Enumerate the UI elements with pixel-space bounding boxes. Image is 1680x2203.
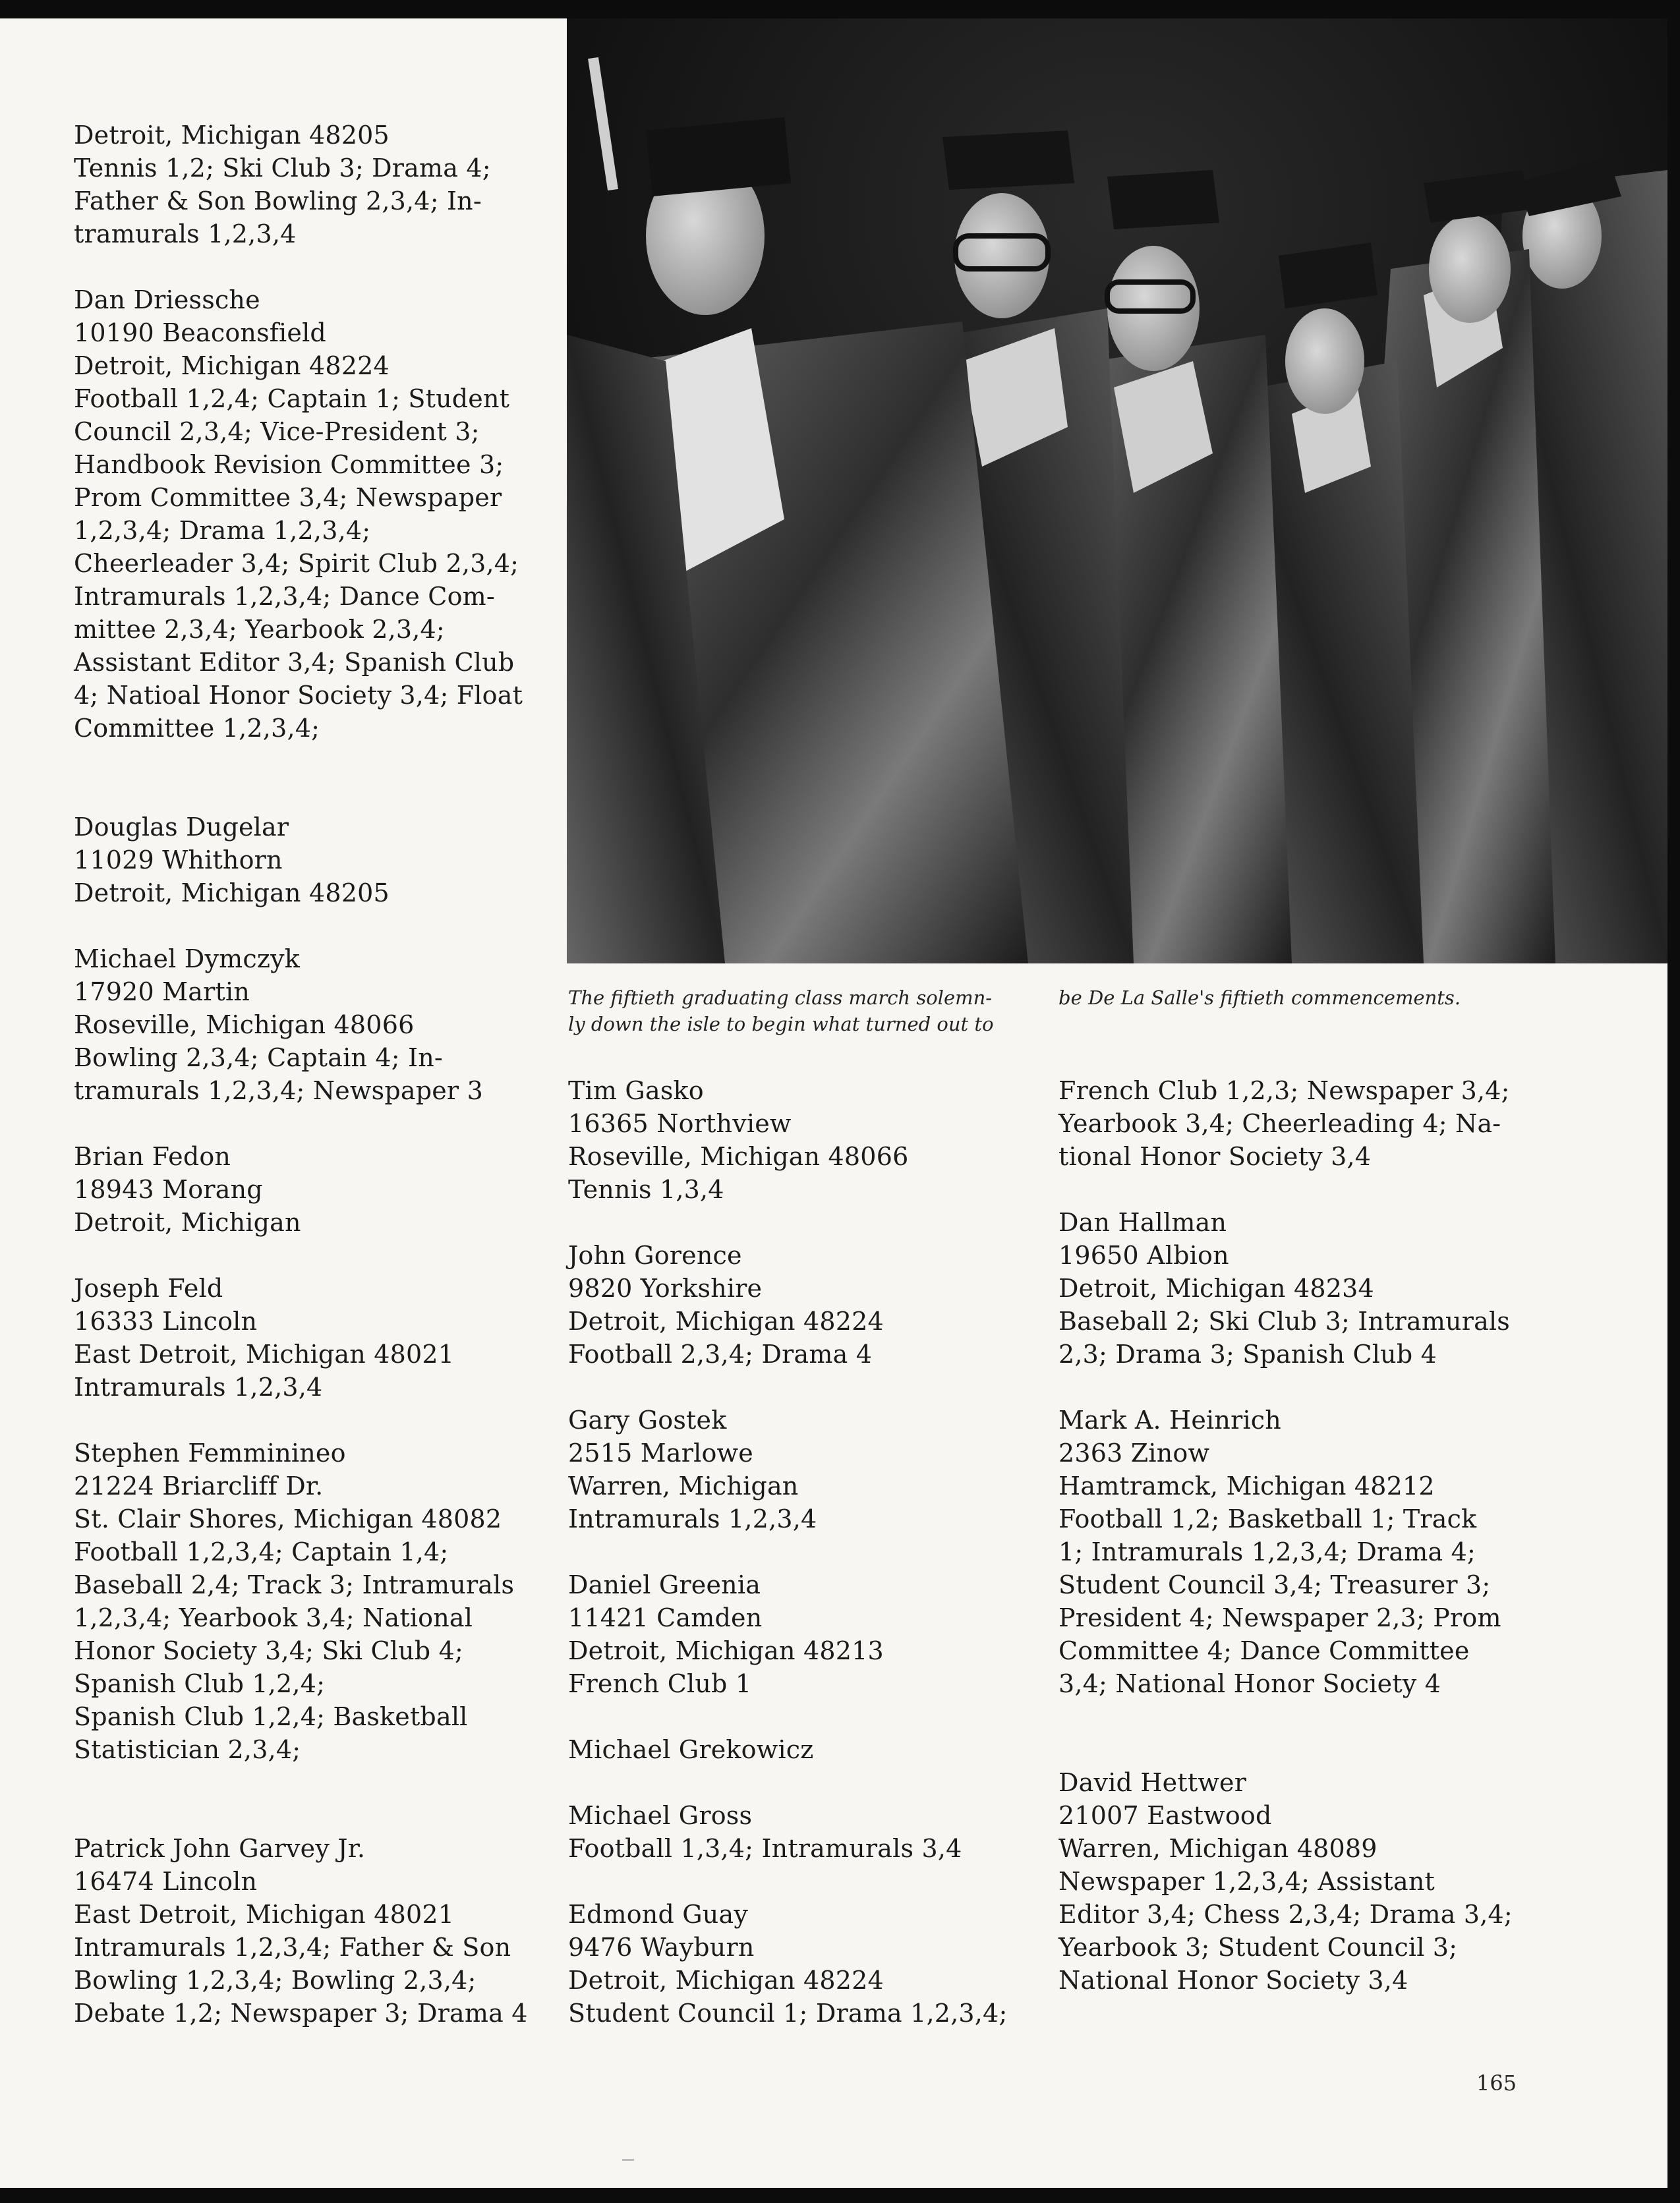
entry-line: Father & Son Bowling 2,3,4; In- (74, 186, 482, 215)
student-entry (568, 1799, 1029, 1865)
entry-line: President 4; Newspaper 2,3; Prom (1058, 1603, 1501, 1632)
entry-line: Roseville, Michigan 48066 (568, 1142, 909, 1171)
entry-line-first: John Gorence (568, 1241, 742, 1270)
caption-line: be De La Salle's fiftieth commencements. (1058, 987, 1461, 1009)
entry-line-first: Brian Fedon (74, 1142, 231, 1171)
entry-line: Intramurals 1,2,3,4 (74, 1373, 323, 1402)
entry-line: Committee 1,2,3,4; (74, 714, 320, 743)
entry-line: Warren, Michigan 48089 (1058, 1834, 1377, 1863)
entry-line: Handbook Revision Committee 3; (74, 450, 504, 479)
entry-line-first: Michael Dymczyk (74, 944, 300, 973)
right-column (1058, 1074, 1520, 1997)
student-entry (1058, 1206, 1520, 1371)
entry-line: tramurals 1,2,3,4 (74, 219, 297, 248)
entry-line-first: David Hettwer (1058, 1768, 1247, 1797)
entry-line-first: Michael Gross (568, 1801, 753, 1830)
left-column (74, 119, 528, 2030)
entry-line: Statistician 2,3,4; (74, 1735, 301, 1764)
student-entry (74, 1140, 522, 1239)
entry-line-first: Joseph Feld (74, 1274, 223, 1303)
entry-line: Detroit, Michigan 48224 (74, 351, 390, 380)
entry-line: Bowling 2,3,4; Captain 4; In- (74, 1043, 443, 1072)
entry-line-first: Douglas Dugelar (74, 813, 289, 842)
entry-line: Intramurals 1,2,3,4; Dance Com- (74, 582, 495, 611)
student-entry (74, 1272, 522, 1404)
entry-line: Football 1,2,4; Captain 1; Student (74, 384, 510, 413)
student-entry (74, 1437, 522, 1766)
entry-line: 11029 Whithorn (74, 845, 283, 874)
photo-caption-part-2 (1058, 985, 1533, 1011)
student-entry (1058, 1404, 1520, 1700)
entry-line: Newspaper 1,2,3,4; Assistant (1058, 1867, 1435, 1896)
entry-line: 17920 Martin (74, 977, 250, 1006)
entry-line: Yearbook 3; Student Council 3; (1058, 1933, 1458, 1962)
entry-line: Baseball 2; Ski Club 3; Intramurals (1058, 1307, 1511, 1336)
entry-line-first: Daniel Greenia (568, 1570, 761, 1599)
entry-line: Tennis 1,3,4 (568, 1175, 724, 1204)
yearbook-page (0, 18, 1667, 2188)
entry-line: Honor Society 3,4; Ski Club 4; (74, 1636, 463, 1665)
entry-line-first: Detroit, Michigan 48205 (74, 121, 390, 150)
middle-column (568, 1074, 1029, 2030)
entry-line: Hamtramck, Michigan 48212 (1058, 1472, 1435, 1501)
student-entry (74, 942, 522, 1107)
entry-line: Detroit, Michigan 48234 (1058, 1274, 1374, 1303)
student-entry (1058, 1074, 1520, 1173)
entry-line: 16365 Northview (568, 1109, 792, 1138)
caption-line: ly down the isle to begin what turned out to (568, 1013, 994, 1035)
entry-line-first: French Club 1,2,3; Newspaper 3,4; (1058, 1076, 1510, 1105)
student-entry (568, 1568, 1029, 1700)
entry-line-first: Gary Gostek (568, 1406, 727, 1435)
entry-line: National Honor Society 3,4 (1058, 1966, 1408, 1995)
entry-line: Council 2,3,4; Vice-President 3; (74, 417, 480, 446)
entry-line: Detroit, Michigan 48205 (74, 878, 390, 907)
graduation-photo (567, 18, 1667, 963)
caption-line: The fiftieth graduating class march solemn- (568, 987, 993, 1009)
entry-line: Editor 3,4; Chess 2,3,4; Drama 3,4; (1058, 1900, 1513, 1929)
entry-line: 1,2,3,4; Drama 1,2,3,4; (74, 516, 371, 545)
entry-line: 9820 Yorkshire (568, 1274, 763, 1303)
entry-line: 21224 Briarcliff Dr. (74, 1472, 324, 1501)
student-entry (74, 1832, 528, 2030)
entry-line: Prom Committee 3,4; Newspaper (74, 483, 502, 512)
entry-line: Cheerleader 3,4; Spirit Club 2,3,4; (74, 549, 519, 578)
entry-line: 11421 Camden (568, 1603, 763, 1632)
entry-line: mittee 2,3,4; Yearbook 2,3,4; (74, 615, 445, 644)
entry-line: Football 2,3,4; Drama 4 (568, 1340, 873, 1369)
entry-line-first: Mark A. Heinrich (1058, 1406, 1281, 1435)
entry-line: Student Council 1; Drama 1,2,3,4; (568, 1999, 1008, 2028)
entry-line: 10190 Beaconsfield (74, 318, 326, 347)
entry-line-first: Tim Gasko (568, 1076, 704, 1105)
entry-line: French Club 1 (568, 1669, 752, 1698)
entry-line: Intramurals 1,2,3,4; Father & Son (74, 1933, 511, 1962)
entry-line-first: Stephen Femminineo (74, 1439, 346, 1468)
student-entry (74, 811, 522, 909)
entry-line: 2,3; Drama 3; Spanish Club 4 (1058, 1340, 1437, 1369)
photo-caption-part-1 (568, 985, 1029, 1037)
entry-line: Detroit, Michigan 48224 (568, 1307, 884, 1336)
entry-line: 21007 Eastwood (1058, 1801, 1272, 1830)
student-entry (568, 1898, 1029, 2030)
entry-line: St. Clair Shores, Michigan 48082 (74, 1504, 502, 1533)
entry-line: Bowling 1,2,3,4; Bowling 2,3,4; (74, 1966, 477, 1995)
entry-line: Roseville, Michigan 48066 (74, 1010, 415, 1039)
entry-line: Football 1,2; Basketball 1; Track (1058, 1504, 1477, 1533)
entry-line: Baseball 2,4; Track 3; Intramurals (74, 1570, 515, 1599)
entry-line: Tennis 1,2; Ski Club 3; Drama 4; (74, 154, 491, 183)
entry-line: 2363 Zinow (1058, 1439, 1210, 1468)
entry-line: 16333 Lincoln (74, 1307, 258, 1336)
entry-line-first: Dan Hallman (1058, 1208, 1227, 1237)
student-entry (74, 119, 522, 250)
entry-line: Intramurals 1,2,3,4 (568, 1504, 817, 1533)
entry-line: Detroit, Michigan 48213 (568, 1636, 884, 1665)
entry-line: Assistant Editor 3,4; Spanish Club (74, 648, 515, 677)
student-entry (568, 1074, 1029, 1206)
entry-line: tramurals 1,2,3,4; Newspaper 3 (74, 1076, 483, 1105)
entry-line: Detroit, Michigan (74, 1208, 301, 1237)
student-entry (568, 1733, 1029, 1766)
entry-line: 9476 Wayburn (568, 1933, 755, 1962)
entry-line: 19650 Albion (1058, 1241, 1229, 1270)
student-entry (568, 1239, 1029, 1371)
entry-line-first: Michael Grekowicz (568, 1735, 814, 1764)
entry-line: Football 1,3,4; Intramurals 3,4 (568, 1834, 962, 1863)
entry-line: 1; Intramurals 1,2,3,4; Drama 4; (1058, 1537, 1476, 1566)
entry-line: Spanish Club 1,2,4; Basketball (74, 1702, 468, 1731)
entry-line: Football 1,2,3,4; Captain 1,4; (74, 1537, 449, 1566)
entry-line: tional Honor Society 3,4 (1058, 1142, 1372, 1171)
student-entry (74, 283, 522, 745)
entry-line: 3,4; National Honor Society 4 (1058, 1669, 1441, 1698)
entry-line: 1,2,3,4; Yearbook 3,4; National (74, 1603, 473, 1632)
entry-line: Committee 4; Dance Committee (1058, 1636, 1470, 1665)
entry-line: 2515 Marlowe (568, 1439, 753, 1468)
entry-line: Debate 1,2; Newspaper 3; Drama 4 (74, 1999, 528, 2028)
entry-line: East Detroit, Michigan 48021 (74, 1340, 455, 1369)
entry-line: 4; Natioal Honor Society 3,4; Float (74, 681, 523, 710)
student-entry (1058, 1766, 1520, 1997)
page-number: 165 (1476, 2071, 1517, 2096)
entry-line: Detroit, Michigan 48224 (568, 1966, 884, 1995)
entry-line: Yearbook 3,4; Cheerleading 4; Na- (1058, 1109, 1501, 1138)
entry-line: Spanish Club 1,2,4; (74, 1669, 326, 1698)
entry-line: Student Council 3,4; Treasurer 3; (1058, 1570, 1491, 1599)
student-entry (568, 1404, 1029, 1535)
printer-mark (622, 2159, 634, 2161)
entry-line-first: Dan Driessche (74, 285, 260, 314)
entry-line-first: Patrick John Garvey Jr. (74, 1834, 366, 1863)
entry-line: 18943 Morang (74, 1175, 263, 1204)
entry-line-first: Edmond Guay (568, 1900, 749, 1929)
entry-line: East Detroit, Michigan 48021 (74, 1900, 455, 1929)
entry-line: Warren, Michigan (568, 1472, 799, 1501)
entry-line: 16474 Lincoln (74, 1867, 258, 1896)
